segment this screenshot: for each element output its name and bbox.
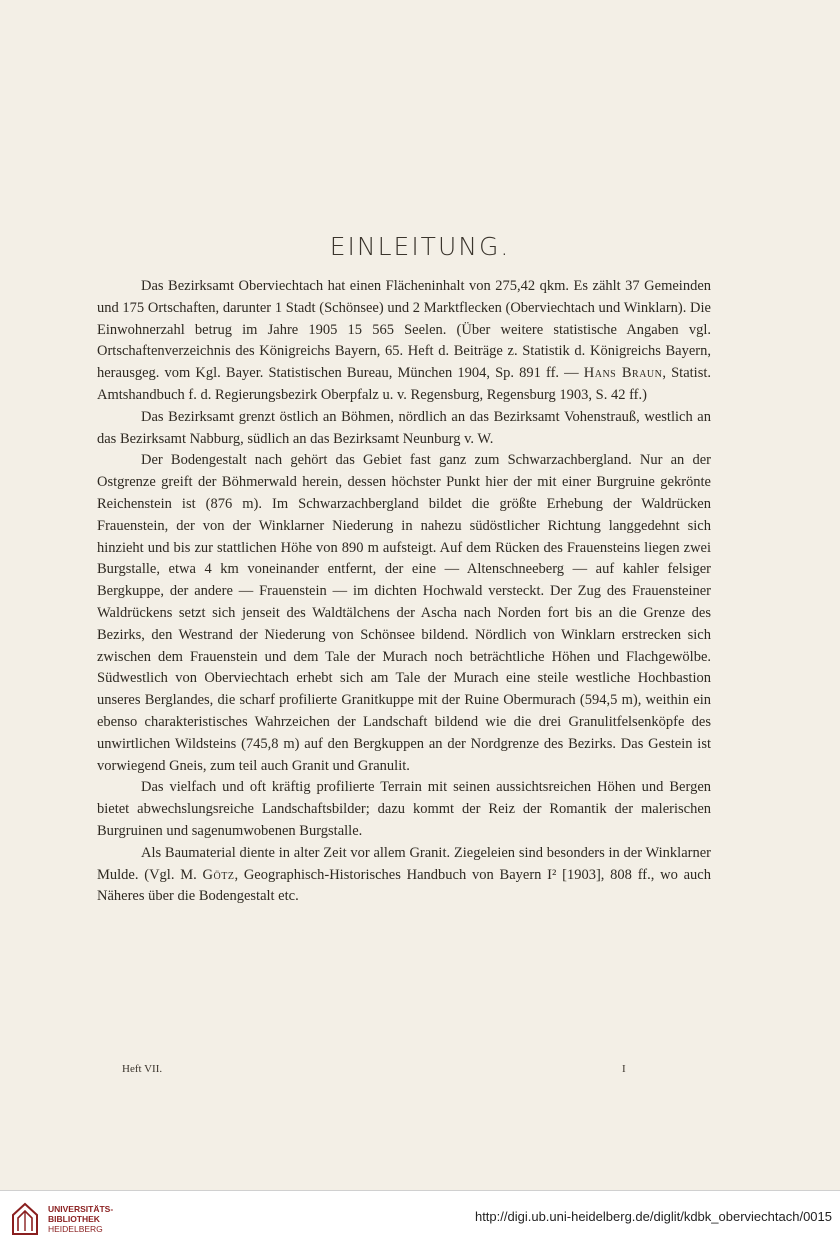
university-seal-icon bbox=[10, 1201, 40, 1237]
logo-line: HEIDELBERG bbox=[48, 1224, 103, 1234]
paragraph-text: , Geographisch-Historisches Handbuch von Bayern I² [1903], 808 ff., wo auch Näheres über die Bodengestalt etc. bbox=[97, 866, 711, 905]
permalink-url[interactable]: http://digi.ub.uni-heidelberg.de/diglit/kdbk_oberviechtach/0015 bbox=[474, 1209, 832, 1224]
page-number: I bbox=[622, 1063, 626, 1075]
paragraph bbox=[97, 407, 711, 451]
author-name: Hans Braun bbox=[583, 365, 663, 382]
page-title: EINLEITUNG. bbox=[329, 232, 511, 261]
paragraph bbox=[97, 450, 711, 777]
logo-line: BIBLIOTHEK bbox=[48, 1214, 100, 1224]
library-logo-text bbox=[48, 1204, 113, 1234]
body-text bbox=[97, 276, 711, 908]
author-name: Götz bbox=[202, 866, 235, 883]
paragraph-text: , Statist. Amtshandbuch f. d. Regierungsbezirk Oberpfalz u. v. Regensburg, Regensburg 1903, S. 42 ff.) bbox=[97, 365, 711, 403]
viewer-bar bbox=[0, 1190, 840, 1248]
paragraph-text: Der Bodengestalt nach gehört das Gebiet fast ganz zum Schwarzachbergland. Nur an der Ostgrenze greift der Böhmerwald herein, dessen höchster Punkt hier der mit einer Burgruine gekrönte Reichenstein ist (876 m). Im Schwarzachbergland bildet die größte Erhebung der Waldrücken Frauenstein, der von der Winklarner Niederung in nahezu südöstlicher Richtung langgedehnt sich hinzieht und bis zur stattlichen Höhe von 890 m aufsteigt. Auf dem Rücken des Frauensteins liegen zwei Burgstalle, etwa 4 km voneinander entfernt, der eine — Altenschneeberg — auf kahler felsiger Bergkuppe, der andere — Frauenstein — im dichten Hochwald versteckt. Der Zug des Frauensteiner Waldrückens setzt sich jenseit des Waldtälchens der Ascha nach Norden fort bis an die Grenze des Bezirks, den Westrand der Niederung von Schönsee bildend. Nördlich von Winklarn erstrecken sich zwischen dem Frauenstein und dem Tale der Murach noch beträchtliche Höhen und Flachgewölbe. Südwestlich von Oberviechtach erhebt sich am Tale der Murach eine steile westliche Hochbastion unseres Berglandes, die scharf profilierte Granitkuppe mit der Ruine Obermurach (594,5 m), weithin ein ebenso charakteristisches Wahrzeichen der Landschaft bildend wie die drei Granulitfelsenköpfe des unwirtlichen Wildsteins (745,8 m) auf den Bergkuppen an der Nordgrenze des Bezirks. Das Gestein ist vorwiegend Gneis, zum teil auch Granit und Granulit. bbox=[97, 452, 711, 774]
paragraph bbox=[97, 276, 711, 407]
paragraph bbox=[97, 777, 711, 842]
paragraph-text: Das Bezirksamt Oberviechtach hat einen Flächeninhalt von 275,42 qkm. Es zählt 37 Gemeinden und 175 Ortschaften, darunter 1 Stadt (Schönsee) und 2 Marktflecken (Oberviechtach und Winklarn). Die Einwohnerzahl betrug im Jahre 1905 15 565 Seelen. (Über weitere statistische Angaben vgl. Ortschaftenverzeichnis des Königreichs Bayern, 65. Heft d. Beiträge z. Statistik d. Königreichs Bayern, herausgeg. vom Kgl. Bayer. Statistischen Bureau, München 1904, Sp. 891 ff. — bbox=[97, 278, 711, 382]
signature-mark: Heft VII. bbox=[122, 1063, 163, 1075]
paragraph-text: Das Bezirksamt grenzt östlich an Böhmen, nördlich an das Bezirksamt Vohenstrauß, westlich an das Bezirksamt Nabburg, südlich an das Bezirksamt Neunburg v. W. bbox=[97, 408, 711, 447]
paragraph-text: Als Baumaterial diente in alter Zeit vor allem Granit. Ziegeleien sind besonders in der Winklarner Mulde. (Vgl. M. bbox=[97, 844, 711, 883]
paragraph bbox=[97, 843, 711, 908]
logo-line: UNIVERSITÄTS- bbox=[48, 1204, 114, 1214]
paragraph-text: Das vielfach und oft kräftig profilierte Terrain mit seinen aussichtsreichen Höhen und Bergen bietet abwechslungsreiche Landschaftsbilder; dazu kommt der Reiz der Romantik der malerischen Burgruinen und sagenumwobenen Burgstalle. bbox=[97, 779, 711, 839]
